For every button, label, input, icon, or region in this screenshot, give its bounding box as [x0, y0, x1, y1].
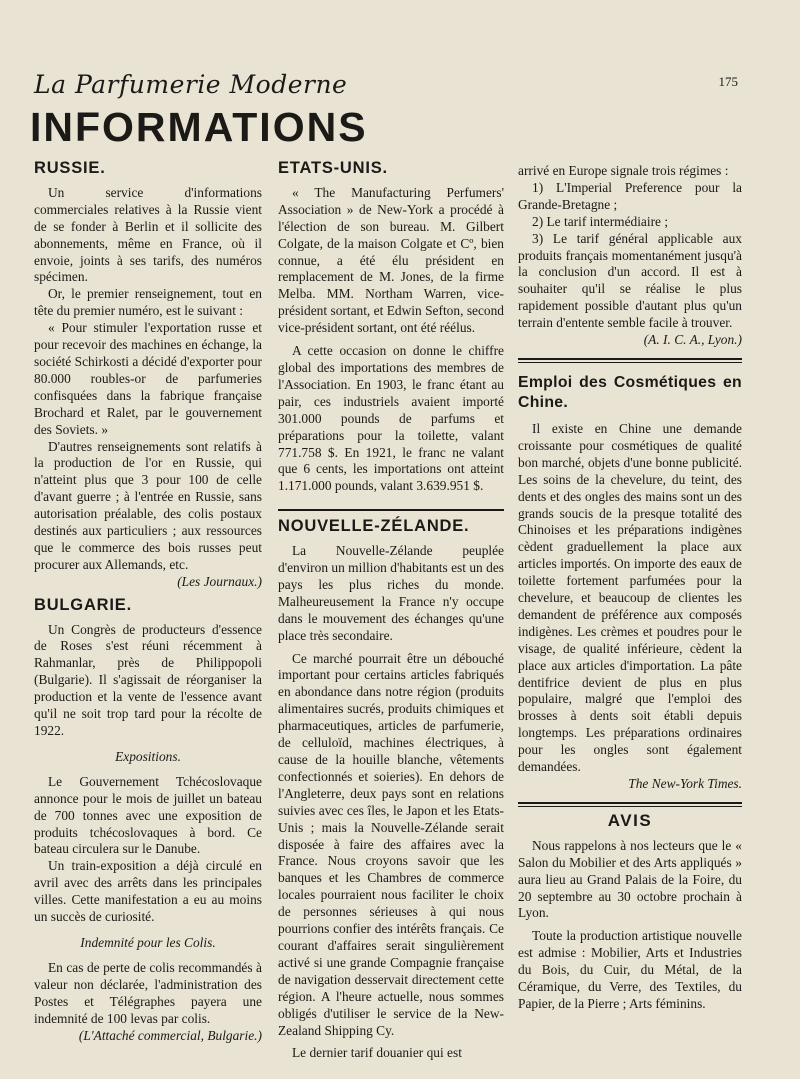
paragraph: La Nouvelle-Zélande peuplée d'environ un million d'habitants est un des pays les plus riches du monde. Malheureusement la France n'y occupe dans le mouvement des échanges qu'une place très secondaire.	[278, 543, 504, 643]
paragraph: Un Congrès de producteurs d'essence de Roses s'est réuni récemment à Rahmanlar, près de Philippopoli (Bulgarie). Il s'agissait de réorganiser la production et la vente de l'essence avant qu'il ne soit trop tard pour la récolte de 1922.	[34, 621, 262, 738]
source-attribution: (A. I. C. A., Lyon.)	[643, 332, 742, 348]
section-divider	[518, 358, 742, 363]
list-item: 3) Le tarif général applicable aux produits français momentanément jusqu'à la conclusion d'un accord. Il est à souhaiter qu'il se réalise le plus rapidement possible d'autant plus qu'un terrain d'entente semble facile à trouver.	[518, 230, 742, 331]
section-title-russie: RUSSIE.	[34, 159, 106, 177]
paragraph: Le dernier tarif douanier qui est	[292, 1045, 462, 1061]
subheading-indemnite: Indemnité pour les Colis.	[80, 934, 216, 950]
list-item: 2) Le tarif intermédiaire ;	[532, 213, 669, 229]
paragraph: Nous rappelons à nos lecteurs que le « Salon du Mobilier et des Arts appliqués » aura lieu au Grand Palais de la Foire, du 20 septembre au 30 octobre prochain à Lyon.	[518, 837, 742, 921]
section-title-emploi-cosmetiques: Emploi des Cosmétiques en Chine.	[518, 373, 742, 411]
section-title-avis: AVIS	[607, 810, 653, 830]
paragraph: A cette occasion on donne le chiffre global des importations des membres de l'Association. En 1903, le franc étant au pair, ces industriels avaient importé 301.000 pounds de parfums et préparations pour la toilette, valant 771.758 $. En 1921, le franc ne valant que 6 cents, les importations ont atteint 1.171.000 pounds, valant 3.639.951 $.	[278, 343, 504, 494]
paragraph: D'autres renseignements sont relatifs à la production de l'or en Russie, qui n'atteint plus que 3 pour 100 de celle d'avant guerre ; à l'entrée en Russie, sans autorisation préalable, des colis postaux destinés aux particuliers ; aux ressources que le commerce des bois russes peut procurer aux Allemands, etc.	[34, 438, 262, 572]
subheading-expositions: Expositions.	[115, 748, 181, 764]
paragraph: Il existe en Chine une demande croissante pour cosmétiques de qualité bon marché, objets d'une bonne publicité. Les soins de la chevelure, du teint, des dents et des ongles des mains sont un des grands soucis de la presque totalité des Chinoises et les préparations indigènes cèdent graduellement la place aux articles importés. On importe des eaux de toilette fortement parfumées pour la chevelure, et beaucoup de clientes les demandent de préférence aux composés indigènes. Les crèmes et poudres pour le visage, de qualité inférieure, cèdent la place aux articles d'importation. La pâte dentifrice devient de plus en plus populaire, malgré que l'emploi des brosses à dents soit établi depuis longtemps. Les préparations ordinaires pour les ongles sont également demandées.	[518, 420, 742, 775]
paragraph: En cas de perte de colis recommandés à valeur non déclarée, l'administration des Postes et Télégraphes payera une indemnité de 100 levas par colis.	[34, 959, 262, 1026]
paragraph: Un service d'informations commerciales relatives à la Russie vient de se fonder à Berlin et il sollicite des abonnements, même en France, où il envoie, joints à ses tarifs, des numéros spécimen.	[34, 184, 262, 285]
column-left	[34, 160, 262, 1044]
quote-paragraph: « Pour stimuler l'exportation russe et pour recevoir des machines en échange, la société Schirkosti a décidé d'exporter pour 80.000 roubles-or de parfumeries confisquées dans la fabrique française Brochard et Ralet, par le gouvernement des Soviets. »	[34, 320, 262, 437]
column-right	[518, 163, 742, 1013]
paragraph: Toute la production artistique nouvelle est admise : Mobilier, Arts et Industries du Bois, du Cuir, du Métal, de la Céramique, du Verre, des Textiles, du Papier, de la Pierre ; Arts féminins.	[518, 928, 742, 1011]
section-title-etats-unis: ETATS-UNIS.	[278, 159, 388, 177]
paragraph-continued: arrivé en Europe signale trois régimes :	[518, 163, 729, 178]
section-divider	[518, 802, 742, 807]
paragraph: Le Gouvernement Tchécoslovaque annonce pour le mois de juillet un bateau de 700 tonnes avec une exposition de produits tchécoslovaques à bord. Ce bateau circulera sur le Danube.	[34, 773, 262, 857]
paragraph: Un train-exposition a déjà circulé en avril avec des arrêts dans les principales villes. Cette manifestation a eu au moins un succès de curiosité.	[34, 858, 262, 925]
running-title: La Parfumerie Moderne	[34, 70, 348, 99]
source-attribution: (L'Attaché commercial, Bulgarie.)	[78, 1027, 262, 1043]
page-title: INFORMATIONS	[30, 104, 368, 150]
page-number: 175	[718, 74, 738, 89]
source-attribution: The New-York Times.	[628, 776, 742, 791]
section-title-nouvelle-zelande: NOUVELLE-ZÉLANDE.	[278, 509, 504, 535]
paragraph: « The Manufacturing Perfumers' Association » de New-York a procédé à l'élection de son bureau. M. Gilbert Colgate, de la maison Colgate et Cº, bien connue, a été élu président en remplacement de M. Jones, de la firme Melba. MM. Northam Warren, vice-président sortant, et Edwin Sefton, second vice-président sortant, ont été réélus.	[278, 184, 504, 336]
list-item: 1) L'Imperial Preference pour la Grande-Bretagne ;	[518, 179, 742, 212]
paragraph: Or, le premier renseignement, tout en tête du premier numéro, est le suivant :	[34, 286, 262, 319]
section-title-bulgarie: BULGARIE.	[34, 595, 132, 614]
column-middle	[278, 160, 504, 1062]
paragraph: Ce marché pourrait être un débouché important pour certains articles fabriqués en abondance dans notre région (produits alimentaires sucrés, produits chimiques et pharmaceutiques, articles de parfumerie, de celluloïd, machines électriques, à cause de la houille blanche, vêtements confectionnés et soieries). En dehors de l'Angleterre, deux pays sont en relations suivies avec ces îles, le Japon et les Etats-Unis ; mais la Nouvelle-Zélande serait disposée à faire des affaires avec la France. Nous croyons savoir que les banques et les Chambres de commerce locales pourraient nous faciliter le choix de personnes sérieuses à qui nous pourrions confier des intérêts français. Ce courant d'affaires serait singulièrement activé si une grande Compagnie française de navigation desservait directement cette région. A l'heure actuelle, nous sommes obligés d'utiliser le service de la New-Zealand Shipping Cy.	[278, 650, 504, 1038]
source-attribution: (Les Journaux.)	[177, 573, 262, 589]
